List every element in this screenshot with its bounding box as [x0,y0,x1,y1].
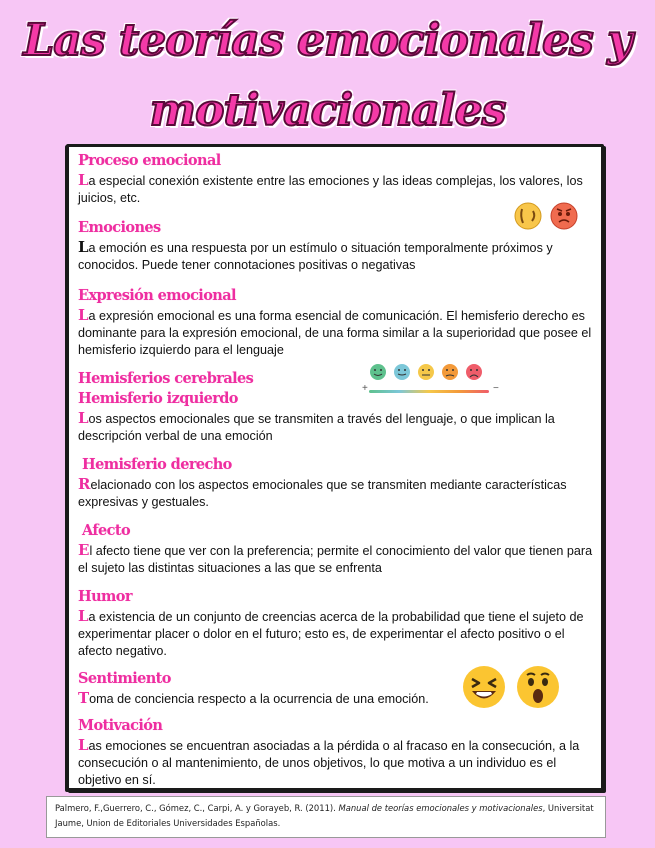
initial-letter: L [78,238,89,256]
section-expresion-emocional [78,286,594,359]
angry-face-icon [549,201,579,236]
section-sentimiento [78,669,458,708]
section-text [78,307,594,359]
section-heading: Afecto [82,522,131,539]
section-text [78,476,598,511]
title-line-1: Las teorías emocionales y [23,15,632,66]
section-heading: Hemisferios cerebrales [78,370,254,387]
initial-letter: L [78,306,89,324]
section-text [78,608,594,660]
initial-letter: T [78,689,90,707]
smile-face-icon [513,201,543,236]
section-emociones [78,218,553,274]
section-proceso-emocional [78,151,594,207]
citation-box [46,796,606,838]
title-line-2: motivacionales [149,85,506,136]
citation-publisher: , Universitat Jaume, Union de Editoriales Universidades Españolas. [55,803,594,828]
scale-plus-sign: + [362,383,368,394]
laughing-emoji-icon [461,664,507,715]
section-motivacion [78,716,594,789]
section-text [78,239,578,274]
page-title [0,6,655,146]
section-text [78,542,598,577]
surprised-emoji-icon [515,664,561,715]
section-heading: Hemisferio derecho [82,456,232,473]
section-body: as emociones se encuentran asociadas a la pérdida o al fracaso en la consecución, a la consecución o al mantenimiento, de unos objetivos, lo que motiva a un individuo es el objetivo en sí. [78,739,580,787]
section-body: a emoción es una respuesta por un estímulo o situación temporalmente próximos y conocidos. Puede tener connotaciones positivas o negativas [78,241,553,272]
section-body: oma de conciencia respecto a la ocurrencia de una emoción. [89,692,429,706]
section-afecto [78,521,598,577]
section-subheading: Hemisferio izquierdo [78,390,238,407]
section-humor [78,587,594,660]
section-body: os aspectos emocionales que se transmiten a través del lenguaje, o que implican la descripción verbal de una emoción [78,412,555,443]
section-body: a expresión emocional es una forma esencial de comunicación. El hemisferio derecho es dominante para la expresión emocional, de una forma similar a la superioridad que posee el hemisferio izquierdo para el lenguaje [78,309,592,357]
initial-letter: L [78,409,89,427]
section-heading: Sentimiento [78,670,171,687]
citation-authors: Palmero, F.,Guerrero, C., Gómez, C., Carpi, A. y Gorayeb, R. (2011). [55,803,339,813]
section-hemisferios-cerebrales [78,369,594,445]
section-body: elacionado con los aspectos emocionales que se transmiten mediante características expresivas y gestuales. [78,478,567,509]
section-heading: Expresión emocional [78,287,236,304]
section-heading: Humor [78,588,132,605]
content-card [66,144,604,791]
initial-letter: R [78,475,91,493]
section-text [78,737,594,789]
section-heading: Emociones [78,219,161,236]
initial-letter: E [78,541,90,559]
section-body: a existencia de un conjunto de creencias acerca de la probabilidad que tiene el sujeto de experimentar placer o dolor en el futuro; esto es, de experimentar el afecto positivo o el afecto negativo. [78,610,584,658]
section-heading: Proceso emocional [78,152,221,169]
section-heading: Motivación [78,717,163,734]
section-hemisferio-derecho [78,455,598,511]
citation-book-title: Manual de teorías emocionales y motivacionales [338,803,543,813]
initial-letter: L [78,736,89,754]
section-text [78,690,458,708]
section-body: l afecto tiene que ver con la preferencia; permite el conocimiento del valor que tienen para el sujeto las distintas situaciones a las que se enfrenta [78,544,593,575]
initial-letter: L [78,171,89,189]
initial-letter: L [78,607,89,625]
section-text [78,410,594,445]
scale-minus-sign: − [493,383,499,394]
section-body: a especial conexión existente entre las emociones y las ideas complejas, los valores, los juicios, etc. [78,174,583,205]
